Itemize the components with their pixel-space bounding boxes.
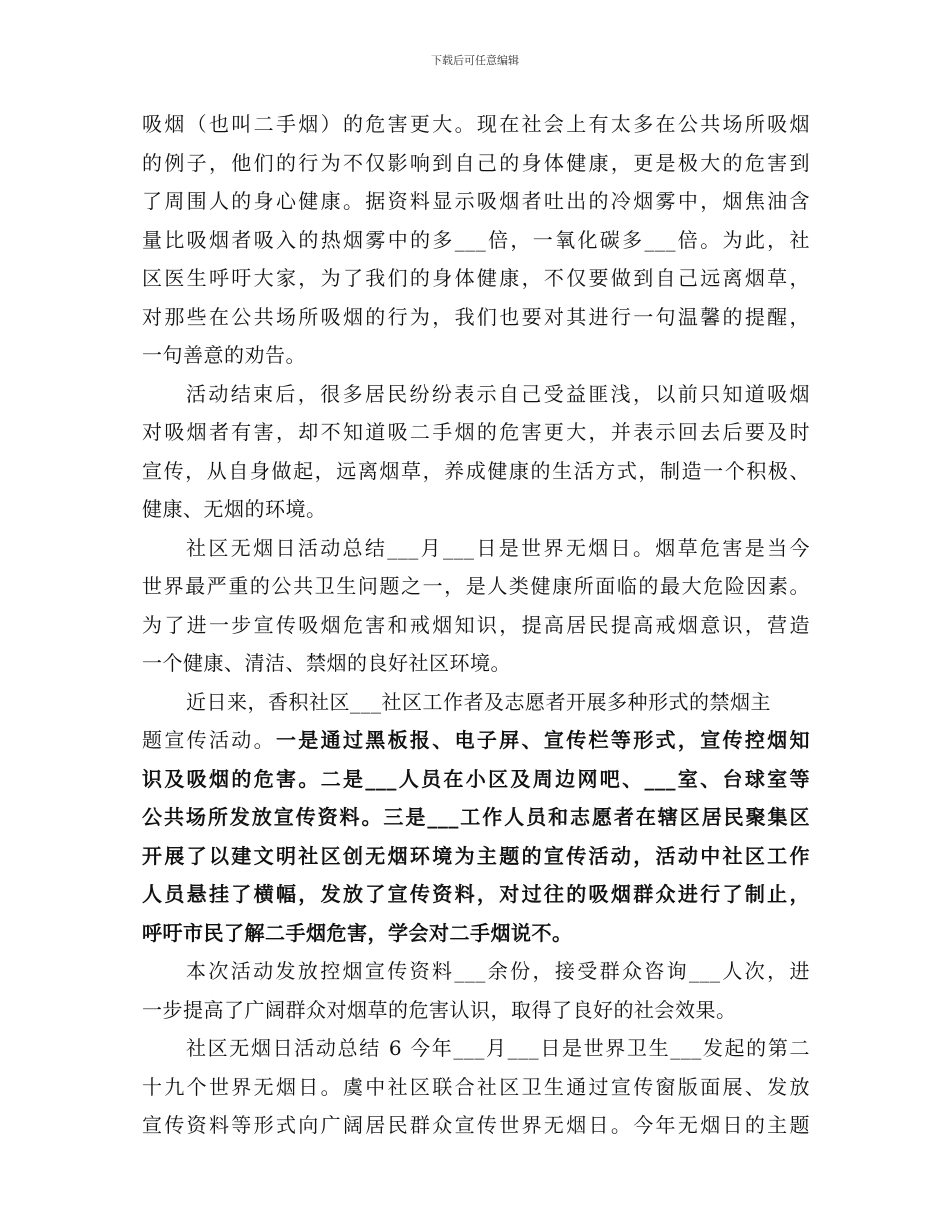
text-line: [142, 259, 810, 298]
text-run: 近日来，香积社区___社区工作者及志愿者开展多种形式的禁烟主: [186, 689, 771, 714]
text-line: [142, 837, 810, 876]
text-run: 宣传，从自身做起，远离烟草，养成健康的生活方式，制造一个积极、: [142, 458, 810, 483]
text-run: 区医生呼吁大家，为了我们的身体健康，不仅要做到自己远离烟草，: [142, 266, 810, 290]
text-run: 对那些在公共场所吸烟的行为，我们也要对其进行一句温馨的提醒，: [142, 304, 810, 329]
text-run: 社区无烟日活动总结 6 今年___月___日是世界卫生___发起的第二: [186, 1036, 810, 1060]
text-line: [142, 452, 810, 491]
text-line: [142, 490, 810, 529]
text-line: [142, 914, 810, 953]
text-run: 的例子，他们的行为不仅影响到自己的身体健康，更是极大的危害到: [142, 150, 810, 175]
text-run: 世界最严重的公共卫生问题之一，是人类健康所面临的最大危险因素。: [142, 574, 810, 598]
text-line: [142, 182, 810, 221]
text-line: [142, 298, 810, 337]
text-line: [142, 1106, 810, 1145]
text-line: [142, 875, 810, 914]
text-line: [142, 144, 810, 183]
text-line: [142, 760, 810, 799]
text-run: 呼吁市民了解二手烟危害，学会对二手烟说不。: [142, 920, 573, 945]
text-run: 识及吸烟的危害。二是___人员在小区及周边网吧、___室、台球室等: [142, 766, 810, 791]
text-run: 一句善意的劝告。: [142, 343, 306, 367]
text-run: 本次活动发放控烟宣传资料___余份，接受群众咨询___人次，进: [186, 959, 810, 983]
bold-text-run: 一是通过黑板报、电子屏、宣传栏等形式，宣传控烟知: [275, 728, 810, 752]
text-run: 量比吸烟者吸入的热烟雾中的多___倍，一氧化碳多___倍。为此，社: [142, 227, 810, 252]
text-line: [142, 683, 810, 722]
text-line: [142, 991, 810, 1030]
text-line: [142, 952, 810, 991]
text-run: 人员悬挂了横幅，发放了宣传资料，对过往的吸烟群众进行了制止，: [142, 882, 810, 906]
text-run: 了周围人的身心健康。据资料显示吸烟者吐出的冷烟雾中，烟焦油含: [142, 189, 810, 213]
text-line: [142, 1068, 810, 1107]
text-run: 宣传资料等形式向广阔居民群众宣传世界无烟日。今年无烟日的主题: [142, 1113, 810, 1137]
text-run: 社区无烟日活动总结___月___日是世界无烟日。烟草危害是当今: [186, 535, 810, 560]
document-body: [142, 105, 810, 1145]
text-line: [142, 798, 810, 837]
text-run: 吸烟（也叫二手烟）的危害更大。现在社会上有太多在公共场所吸烟: [142, 112, 810, 136]
text-run: 开展了以建文明社区创无烟环境为主题的宣传活动，活动中社区工作: [142, 843, 810, 868]
text-run: 题宣传活动。: [142, 728, 276, 752]
text-run: 为了进一步宣传吸烟危害和戒烟知识，提高居民提高戒烟意识，营造: [142, 612, 810, 637]
text-run: 一个健康、清洁、禁烟的良好社区环境。: [142, 651, 511, 675]
text-line: [142, 336, 810, 375]
text-line: [142, 721, 810, 760]
text-line: [142, 529, 810, 568]
text-run: 公共场所发放宣传资料。三是___工作人员和志愿者在辖区居民聚集区: [142, 805, 810, 829]
text-line: [142, 1029, 810, 1068]
text-line: [142, 105, 810, 144]
text-run: 一步提高了广阔群众对烟草的危害认识，取得了良好的社会效果。: [142, 997, 737, 1022]
text-run: 活动结束后，很多居民纷纷表示自己受益匪浅，以前只知道吸烟: [186, 381, 810, 406]
text-line: [142, 567, 810, 606]
text-line: [142, 375, 810, 414]
text-run: 对吸烟者有害，却不知道吸二手烟的危害更大，并表示回去后要及时: [142, 420, 810, 444]
page-header: 下载后可任意编辑: [431, 54, 519, 67]
text-line: [142, 644, 810, 683]
text-line: [142, 221, 810, 260]
text-run: 十九个世界无烟日。虞中社区联合社区卫生通过宣传窗版面展、发放: [142, 1074, 810, 1099]
text-line: [142, 413, 810, 452]
text-run: 健康、无烟的环境。: [142, 497, 327, 521]
text-line: [142, 606, 810, 645]
